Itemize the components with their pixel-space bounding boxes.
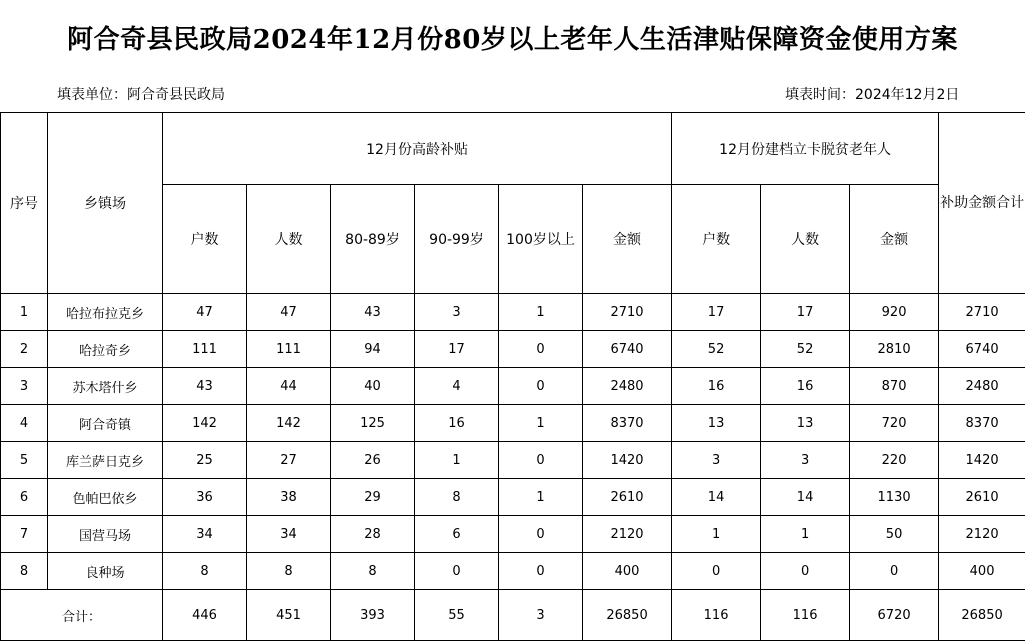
- cell-a-amount: 2710: [583, 294, 672, 331]
- header-a-households: 户数: [163, 185, 247, 294]
- header-seq: 序号: [1, 113, 48, 294]
- cell-total: 2480: [939, 368, 1025, 405]
- cell-total: 400: [939, 553, 1025, 590]
- header-a-90-99: 90-99岁: [415, 185, 499, 294]
- cell-a-90-99: 3: [415, 294, 499, 331]
- cell-b-people: 1: [761, 516, 850, 553]
- cell-b-households: 3: [672, 442, 761, 479]
- header-row-group: [1, 113, 1025, 185]
- cell-b-households: 13: [672, 405, 761, 442]
- cell-a-80-89: 26: [331, 442, 415, 479]
- filling-date: 填表时间：2024年12月2日: [785, 87, 960, 103]
- header-a-amount: 金额: [583, 185, 672, 294]
- table-row: [1, 553, 1025, 590]
- total-a-people: 451: [247, 590, 331, 641]
- totals-row: [1, 590, 1025, 641]
- header-group-poverty-elderly: 12月份建档立卡脱贫老年人: [672, 113, 939, 185]
- cell-a-households: 8: [163, 553, 247, 590]
- cell-a-100-plus: 1: [499, 479, 583, 516]
- cell-b-amount: 220: [850, 442, 939, 479]
- cell-b-people: 16: [761, 368, 850, 405]
- cell-seq: 3: [1, 368, 48, 405]
- cell-seq: 5: [1, 442, 48, 479]
- cell-a-90-99: 16: [415, 405, 499, 442]
- cell-b-amount: 0: [850, 553, 939, 590]
- cell-b-households: 0: [672, 553, 761, 590]
- table-row: [1, 294, 1025, 331]
- table-row: [1, 368, 1025, 405]
- table-row: [1, 479, 1025, 516]
- form-meta: [0, 74, 1025, 112]
- cell-total: 2120: [939, 516, 1025, 553]
- cell-a-80-89: 28: [331, 516, 415, 553]
- cell-seq: 6: [1, 479, 48, 516]
- cell-b-people: 0: [761, 553, 850, 590]
- cell-town: 哈拉布拉克乡: [48, 294, 163, 331]
- header-group-elderly-subsidy: 12月份高龄补贴: [163, 113, 672, 185]
- cell-town: 色帕巴依乡: [48, 479, 163, 516]
- cell-total: 1420: [939, 442, 1025, 479]
- cell-a-100-plus: 0: [499, 553, 583, 590]
- header-b-people: 人数: [761, 185, 850, 294]
- total-a-100-plus: 3: [499, 590, 583, 641]
- cell-b-amount: 2810: [850, 331, 939, 368]
- cell-a-80-89: 40: [331, 368, 415, 405]
- page-title: 阿合奇县民政局2024年12月份80岁以上老年人生活津贴保障资金使用方案: [0, 0, 1025, 74]
- cell-b-amount: 50: [850, 516, 939, 553]
- cell-a-amount: 2120: [583, 516, 672, 553]
- cell-b-people: 14: [761, 479, 850, 516]
- cell-a-amount: 2610: [583, 479, 672, 516]
- total-a-90-99: 55: [415, 590, 499, 641]
- header-a-people: 人数: [247, 185, 331, 294]
- cell-a-80-89: 94: [331, 331, 415, 368]
- total-b-amount: 6720: [850, 590, 939, 641]
- header-a-100-plus: 100岁以上: [499, 185, 583, 294]
- cell-a-100-plus: 1: [499, 405, 583, 442]
- cell-a-households: 25: [163, 442, 247, 479]
- cell-seq: 7: [1, 516, 48, 553]
- cell-b-households: 14: [672, 479, 761, 516]
- cell-a-90-99: 0: [415, 553, 499, 590]
- cell-seq: 4: [1, 405, 48, 442]
- cell-b-people: 13: [761, 405, 850, 442]
- cell-b-households: 1: [672, 516, 761, 553]
- cell-b-amount: 920: [850, 294, 939, 331]
- cell-a-people: 34: [247, 516, 331, 553]
- cell-a-amount: 8370: [583, 405, 672, 442]
- cell-a-amount: 2480: [583, 368, 672, 405]
- cell-total: 2610: [939, 479, 1025, 516]
- cell-b-people: 3: [761, 442, 850, 479]
- cell-a-80-89: 8: [331, 553, 415, 590]
- cell-town: 哈拉奇乡: [48, 331, 163, 368]
- cell-a-100-plus: 0: [499, 516, 583, 553]
- cell-a-amount: 1420: [583, 442, 672, 479]
- cell-b-people: 52: [761, 331, 850, 368]
- cell-a-people: 47: [247, 294, 331, 331]
- cell-a-people: 142: [247, 405, 331, 442]
- cell-a-households: 142: [163, 405, 247, 442]
- cell-town: 库兰萨日克乡: [48, 442, 163, 479]
- table-row: [1, 405, 1025, 442]
- cell-total: 6740: [939, 331, 1025, 368]
- header-total-amount: 补助金额合计: [939, 113, 1025, 294]
- cell-a-90-99: 1: [415, 442, 499, 479]
- cell-a-100-plus: 0: [499, 368, 583, 405]
- header-a-80-89: 80-89岁: [331, 185, 415, 294]
- cell-town: 良种场: [48, 553, 163, 590]
- cell-a-people: 27: [247, 442, 331, 479]
- cell-b-households: 16: [672, 368, 761, 405]
- cell-seq: 2: [1, 331, 48, 368]
- cell-a-households: 111: [163, 331, 247, 368]
- header-b-households: 户数: [672, 185, 761, 294]
- cell-a-100-plus: 1: [499, 294, 583, 331]
- cell-b-amount: 1130: [850, 479, 939, 516]
- total-a-amount: 26850: [583, 590, 672, 641]
- cell-a-households: 36: [163, 479, 247, 516]
- cell-b-amount: 720: [850, 405, 939, 442]
- cell-a-households: 43: [163, 368, 247, 405]
- cell-a-amount: 400: [583, 553, 672, 590]
- cell-b-people: 17: [761, 294, 850, 331]
- cell-a-households: 34: [163, 516, 247, 553]
- cell-b-households: 52: [672, 331, 761, 368]
- cell-total: 8370: [939, 405, 1025, 442]
- cell-a-people: 38: [247, 479, 331, 516]
- table-row: [1, 516, 1025, 553]
- cell-town: 国营马场: [48, 516, 163, 553]
- cell-a-90-99: 4: [415, 368, 499, 405]
- cell-a-90-99: 17: [415, 331, 499, 368]
- table-row: [1, 442, 1025, 479]
- cell-b-households: 17: [672, 294, 761, 331]
- cell-a-80-89: 43: [331, 294, 415, 331]
- cell-a-90-99: 6: [415, 516, 499, 553]
- cell-a-people: 111: [247, 331, 331, 368]
- filling-unit: 填表单位：阿合奇县民政局: [57, 87, 225, 103]
- table-row: [1, 331, 1025, 368]
- cell-total: 2710: [939, 294, 1025, 331]
- cell-b-amount: 870: [850, 368, 939, 405]
- total-b-people: 116: [761, 590, 850, 641]
- total-sum: 26850: [939, 590, 1025, 641]
- cell-a-households: 47: [163, 294, 247, 331]
- cell-a-90-99: 8: [415, 479, 499, 516]
- subsidy-table: [0, 112, 1025, 641]
- cell-seq: 8: [1, 553, 48, 590]
- cell-a-people: 44: [247, 368, 331, 405]
- cell-a-100-plus: 0: [499, 442, 583, 479]
- cell-a-people: 8: [247, 553, 331, 590]
- cell-a-100-plus: 0: [499, 331, 583, 368]
- header-town: 乡镇场: [48, 113, 163, 294]
- header-b-amount: 金额: [850, 185, 939, 294]
- total-a-80-89: 393: [331, 590, 415, 641]
- cell-town: 苏木塔什乡: [48, 368, 163, 405]
- totals-label: 合计：: [1, 590, 163, 641]
- total-a-households: 446: [163, 590, 247, 641]
- cell-a-amount: 6740: [583, 331, 672, 368]
- cell-a-80-89: 29: [331, 479, 415, 516]
- total-b-households: 116: [672, 590, 761, 641]
- cell-town: 阿合奇镇: [48, 405, 163, 442]
- cell-seq: 1: [1, 294, 48, 331]
- cell-a-80-89: 125: [331, 405, 415, 442]
